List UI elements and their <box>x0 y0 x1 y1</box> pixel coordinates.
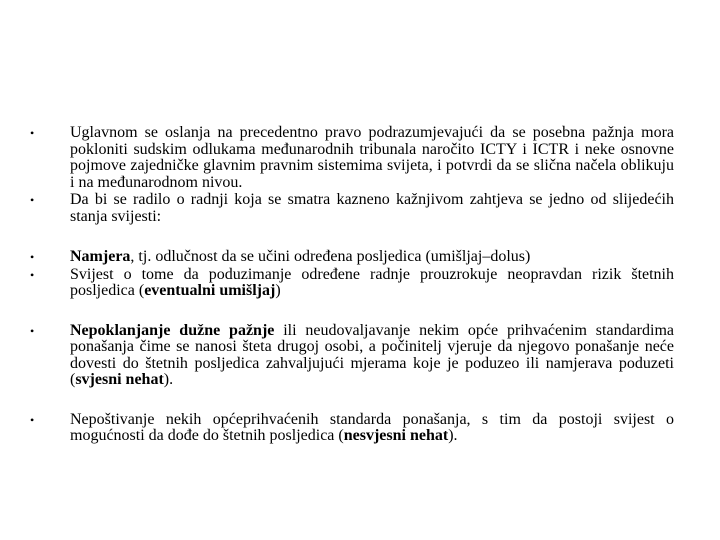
bullet-bold-term: nesvjesni nehat <box>343 427 449 444</box>
bullet-item-4 <box>30 267 674 300</box>
bullet-bold-lead: Nepoklanjanje dužne pažnje <box>70 321 275 339</box>
bullet-item-3 <box>30 249 674 266</box>
bullet-item-5 <box>30 323 674 389</box>
bullet-bold-term: svjesni nehat <box>75 371 164 388</box>
bullet-dot-icon: • <box>30 267 35 282</box>
bullet-dot-icon: • <box>30 323 35 338</box>
bullet-list <box>30 125 674 445</box>
bullet-dot-icon: • <box>30 412 35 427</box>
bullet-item-6 <box>30 412 674 445</box>
bullet-bold-term: Namjera <box>70 248 131 265</box>
bullet-text-end: ). <box>448 427 458 444</box>
bullet-bold-term: eventualni umišljaj <box>144 282 276 299</box>
bullet-item-2 <box>30 192 674 225</box>
bullet-item-1 <box>30 125 674 191</box>
bullet-text: Da bi se radilo o radnji koja se smatra kazneno kažnjivom zahtjeva se jedno od slijedećih stanja svijesti: <box>70 191 674 225</box>
bullet-text: Nepoštivanje nekih općeprihvaćenih standarda ponašanja, s tim da postoji svijest o mogućnosti da dođe do štetnih posljedica ( <box>70 410 674 444</box>
bullet-text: ili neudovaljavanje nekim opće prihvaćenim standardima ponašanja čime se nanosi šteta drugoj osobi, a počinitelj vjeruje da njegovo ponašanje neće dovesti do štetnih posljedica zahvaljujući mjerama koje je poduzeo ili namjerava poduzeti ( <box>70 321 674 388</box>
bullet-text-end: ) <box>275 282 281 299</box>
bullet-text: Uglavnom se oslanja na precedentno pravo podrazumjevajući da se posebna pažnja mora pokloniti sudskim odlukama međunarodnih tribunala naročito ICTY i ICTR i neke osnovne pojmove zajedničke glavnim pravnim sistemima svijeta, i potvrdi da se slična načela oblikuju i na međunarodnom nivou. <box>70 124 674 191</box>
bullet-dot-icon: • <box>30 126 35 140</box>
bullet-dot-icon: • <box>30 250 35 264</box>
bullet-dot-icon: • <box>30 193 35 207</box>
bullet-text: Svijest o tome da poduzimanje određene radnje prouzrokuje neopravdan rizik štetnih posljedica ( <box>70 265 674 299</box>
bullet-text: , tj. odlučnost da se učini određena posljedica (umišljaj–dolus) <box>130 248 531 265</box>
bullet-text-end: ). <box>163 371 174 388</box>
